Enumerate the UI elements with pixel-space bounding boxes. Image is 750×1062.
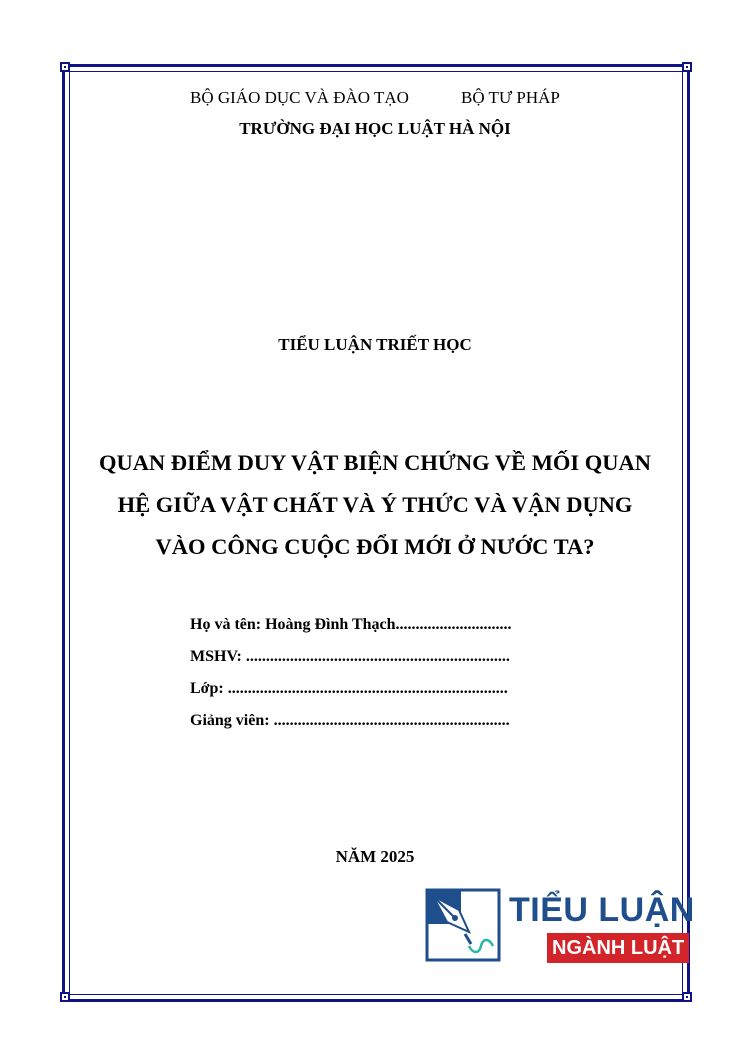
- essay-title-line-2: HỆ GIỮA VẬT CHẤT VÀ Ý THỨC VÀ VẬN DỤNG: [117, 492, 633, 517]
- border-corner-top-right: [682, 62, 692, 72]
- university-name: TRƯỜNG ĐẠI HỌC LUẬT HÀ NỘI: [239, 119, 511, 138]
- ministry-education: BỘ GIÁO DỤC VÀ ĐÀO TẠO: [190, 88, 409, 107]
- student-info: [190, 613, 560, 741]
- pen-nib-icon: [425, 888, 501, 962]
- ministry-header: [0, 88, 750, 110]
- border-corner-bottom-right: [682, 992, 692, 1002]
- essay-title-line-1: QUAN ĐIỂM DUY VẬT BIỆN CHỨNG VỀ MỐI QUAN: [98, 450, 652, 475]
- student-id: MSHV: ..................................................................: [190, 648, 510, 665]
- essay-title-line-3: VÀO CÔNG CUỘC ĐỔI MỚI Ở NƯỚC TA?: [155, 534, 595, 559]
- logo-text-top: TIỂU LUẬN: [509, 891, 695, 929]
- border-corner-bottom-left: [60, 992, 70, 1002]
- ministry-justice: BỘ TƯ PHÁP: [461, 88, 560, 107]
- lecturer: Giảng viên: ...........................................................: [190, 712, 510, 729]
- border-corner-top-left: [60, 62, 70, 72]
- brand-logo: [425, 888, 695, 968]
- student-class: Lớp: ......................................................................: [190, 680, 508, 697]
- logo-text-bottom: NGÀNH LUẬT: [547, 933, 689, 963]
- student-name: Họ và tên: Hoàng Đình Thạch.............................: [190, 616, 512, 633]
- year: NĂM 2025: [335, 847, 415, 866]
- essay-title: [70, 442, 680, 568]
- essay-type: TIỂU LUẬN TRIẾT HỌC: [278, 335, 472, 354]
